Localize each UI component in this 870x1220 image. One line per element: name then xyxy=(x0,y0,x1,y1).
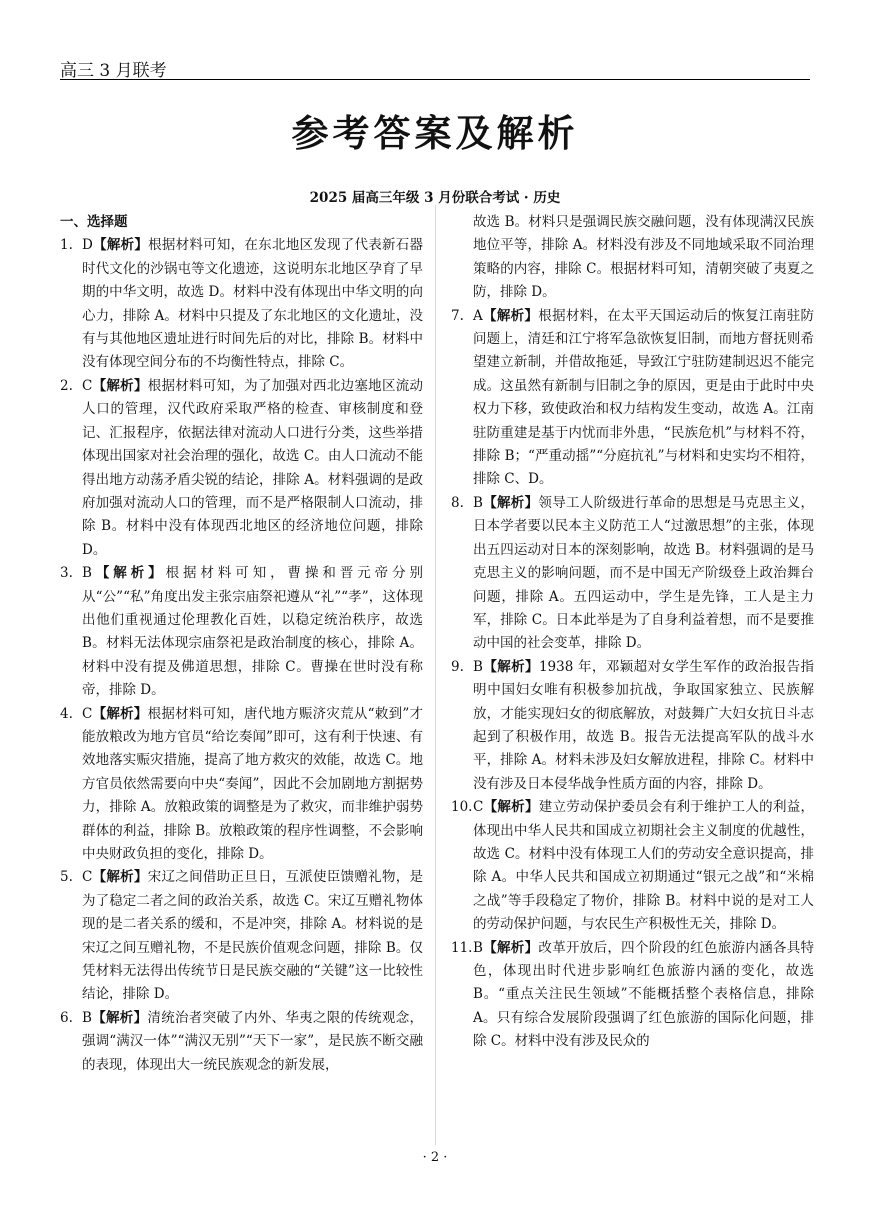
question-item-7 xyxy=(451,305,814,492)
column-divider xyxy=(435,205,436,1145)
analysis-tag: 【解析】 xyxy=(483,799,539,816)
analysis-text: 建立劳动保护委员会有利于维护工人的利益，体现出中华人民共和国成立初期社会主义制度的优越性，故选 C。材料中没有体现工人们的劳动安全意识提高，排除 A。中华人民共和国成立初期通过“银元之战”和“米棉之战”等手段稳定了物价，排除 B。材料中说的是对工人的劳动保护问题，与农民生产积极性无关，排除 D。 xyxy=(473,799,815,933)
question-number: 11. xyxy=(451,939,473,956)
question-number: 2. xyxy=(60,377,73,394)
answer-letter: D xyxy=(82,237,93,254)
question-number: 4. xyxy=(60,705,73,722)
analysis-text: 1938 年，邓颖超对女学生军作的政治报告指明中国妇女唯有积极参加抗战，争取国家独立、民族解放，才能实现妇女的彻底解放，对鼓舞广大妇女抗日斗志起到了积极作用，故选 B。报告无法提高军队的战斗水平，排除 A。材料未涉及妇女解放进程，排除 C。材料中没有涉及日本侵华战争性质方面的内容，排除 D。 xyxy=(473,658,814,792)
answer-letter: B xyxy=(473,494,483,511)
page-number: · 2 · xyxy=(422,1150,448,1165)
question-number: 10. xyxy=(451,799,473,816)
question-6-continuation: 故选 B。材料只是强调民族交融问题，没有体现满汉民族地位平等，排除 A。材料没有涉及不同地域采取不同治理策略的内容，排除 C。根据材料可知，清朝突破了夷夏之防，排除 D。 xyxy=(473,214,814,301)
left-column xyxy=(60,211,423,1077)
question-number: 6. xyxy=(60,1009,73,1026)
answer-letter: C xyxy=(82,705,93,722)
analysis-text: 根据材料，在太平天国运动后的恢复江南驻防问题上，清廷和江宁将军急欲恢复旧制，而地方督抚则希望建立新制，并借故拖延，导致江宁驻防建制迟迟不能完成。这虽然有新制与旧制之争的原因，更是由于此时中央权力下移，致使政治和权力结构发生变动，故选 A。江南驻防重建是基于内忧而非外患，“民族危机”与材料不符，排除 B；“严重动摇”“分庭抗礼”与材料和史实均不相符，排除 C、D。 xyxy=(473,307,815,488)
question-item-11 xyxy=(451,937,814,1054)
question-item-1 xyxy=(60,234,423,374)
analysis-text: 根据材料可知，为了加强对西北边塞地区流动人口的管理，汉代政府采取严格的检查、审核制度和登记、汇报程序，依据法律对流动人口进行分类，这些举措体现出国家对社会治理的强化，故选 C。由人口流动不能得出地方动荡矛盾尖锐的结论，排除 A。材料强调的是政府加强对流动人口的管理，而不是严格限制人口流动，排除 B。材料中没有体现西北地区的经济地位问题，排除 D。 xyxy=(82,377,424,558)
question-item-8 xyxy=(451,492,814,656)
analysis-text: 改革开放后，四个阶段的红色旅游内涵各具特色，体现出时代进步影响红色旅游内涵的变化，故选 B。“重点关注民生领域”不能概括整个表格信息，排除 A。只有综合发展阶段强调了红色旅游的国际化问题，排除 C。材料中没有涉及民众的 xyxy=(473,939,815,1050)
analysis-tag: 【解析】 xyxy=(482,658,539,675)
answer-letter: C xyxy=(82,869,93,886)
answer-letter: C xyxy=(473,799,484,816)
analysis-tag: 【解析】 xyxy=(482,307,539,324)
question-number: 7. xyxy=(451,307,464,324)
analysis-tag: 【解析】 xyxy=(92,869,148,886)
section-title: 一、选择题 xyxy=(60,214,128,230)
question-number: 5. xyxy=(60,869,73,886)
answer-letter: C xyxy=(82,377,93,394)
question-item-2 xyxy=(60,375,423,562)
analysis-tag: 【解析】 xyxy=(91,565,166,582)
analysis-tag: 【解析】 xyxy=(482,494,539,511)
answer-letter: B xyxy=(82,1009,92,1026)
question-item-6 xyxy=(60,1007,423,1077)
analysis-text: 领导工人阶级进行革命的思想是马克思主义，日本学者要以民本主义防范工人“过激思想”的主张，体现出五四运动对日本的深刻影响，故选 B。材料强调的是马克思主义的影响问题，而不是中国无产阶级登上政治舞台问题，排除 A。五四运动中，学生是先锋，工人是主力军，排除 C。日本此举是为了自身利益着想，而不是要推动中国的社会变革，排除 D。 xyxy=(473,494,815,652)
doc-title: 参考答案及解析 xyxy=(291,112,579,155)
question-number: 9. xyxy=(451,658,464,675)
analysis-text: 根据材料可知，唐代地方赈济灾荒从“敕到”才能放粮改为地方官员“给讫奏闻”即可，这有利于快速、有效地落实赈灾措施，提高了地方救灾的效能，故选 C。地方官员依然需要向中央“奏闻”，因此不会加剧地方割据势力，排除 A。放粮政策的调整是为了救灾，而非维护弱势群体的利益，排除 B。放粮政策的程序性调整，不会影响中央财政负担的变化，排除 D。 xyxy=(82,705,424,863)
question-item-4 xyxy=(60,703,423,867)
header-label: 高三 3 月联考 xyxy=(60,61,167,81)
analysis-text: 根据材料可知，在东北地区发现了代表新石器时代文化的沙锅屯等文化遗迹，这说明东北地区孕育了早期的中华文明，故选 D。材料中没有体现出中华文明的向心力，排除 A。材料中只提及了东北地区的文化遗址，没有与其他地区遗址进行时间先后的对比，排除 B。材料中没有体现空间分布的不均衡性特点，排除 C。 xyxy=(82,237,424,371)
question-item-5 xyxy=(60,866,423,1006)
question-number: 3. xyxy=(60,565,73,582)
analysis-tag: 【解析】 xyxy=(92,377,148,394)
analysis-tag: 【解析】 xyxy=(482,939,539,956)
question-number: 8. xyxy=(451,494,464,511)
question-item-3 xyxy=(60,562,423,702)
analysis-text: 清统治者突破了内外、华夷之限的传统观念，强调“满汉一体”“满汉无别”“天下一家”，是民族不断交融的表现，体现出大一统民族观念的新发展， xyxy=(82,1009,424,1073)
answer-letter: B xyxy=(473,658,483,675)
answer-letter: B xyxy=(473,939,483,956)
analysis-tag: 【解析】 xyxy=(92,705,148,722)
question-item-9 xyxy=(451,656,814,796)
header-rule xyxy=(60,79,810,80)
right-column xyxy=(451,211,814,1054)
question-item-10 xyxy=(451,796,814,936)
answer-letter: B xyxy=(82,565,92,582)
analysis-tag: 【解析】 xyxy=(92,237,149,254)
analysis-text: 宋辽之间借助正旦日，互派使臣馈赠礼物，是为了稳定二者之间的政治关系，故选 C。宋辽互赠礼物体现的是二者关系的缓和，不是冲突，排除 A。材料说的是宋辽之间互赠礼物，不是民族价值观念问题，排除 B。仅凭材料无法得出传统节日是民族交融的“关键”这一比较性结论，排除 D。 xyxy=(82,869,424,1003)
question-number: 1. xyxy=(60,237,73,254)
doc-subtitle: 2025 届高三年级 3 月份联合考试 · 历史 xyxy=(309,190,561,206)
answer-letter: A xyxy=(473,307,483,324)
analysis-tag: 【解析】 xyxy=(91,1009,148,1026)
analysis-text: 根据材料可知，曹操和晋元帝分别从“公”“私”角度出发主张宗庙祭祀遵从“礼”“孝”，这体现出他们重视通过伦理教化百姓，以稳定统治秩序，故选 B。材料无法体现宗庙祭祀是政治制度的核心，排除 A。材料中没有提及佛道思想，排除 C。曹操在世时没有称帝，排除 D。 xyxy=(82,565,424,699)
